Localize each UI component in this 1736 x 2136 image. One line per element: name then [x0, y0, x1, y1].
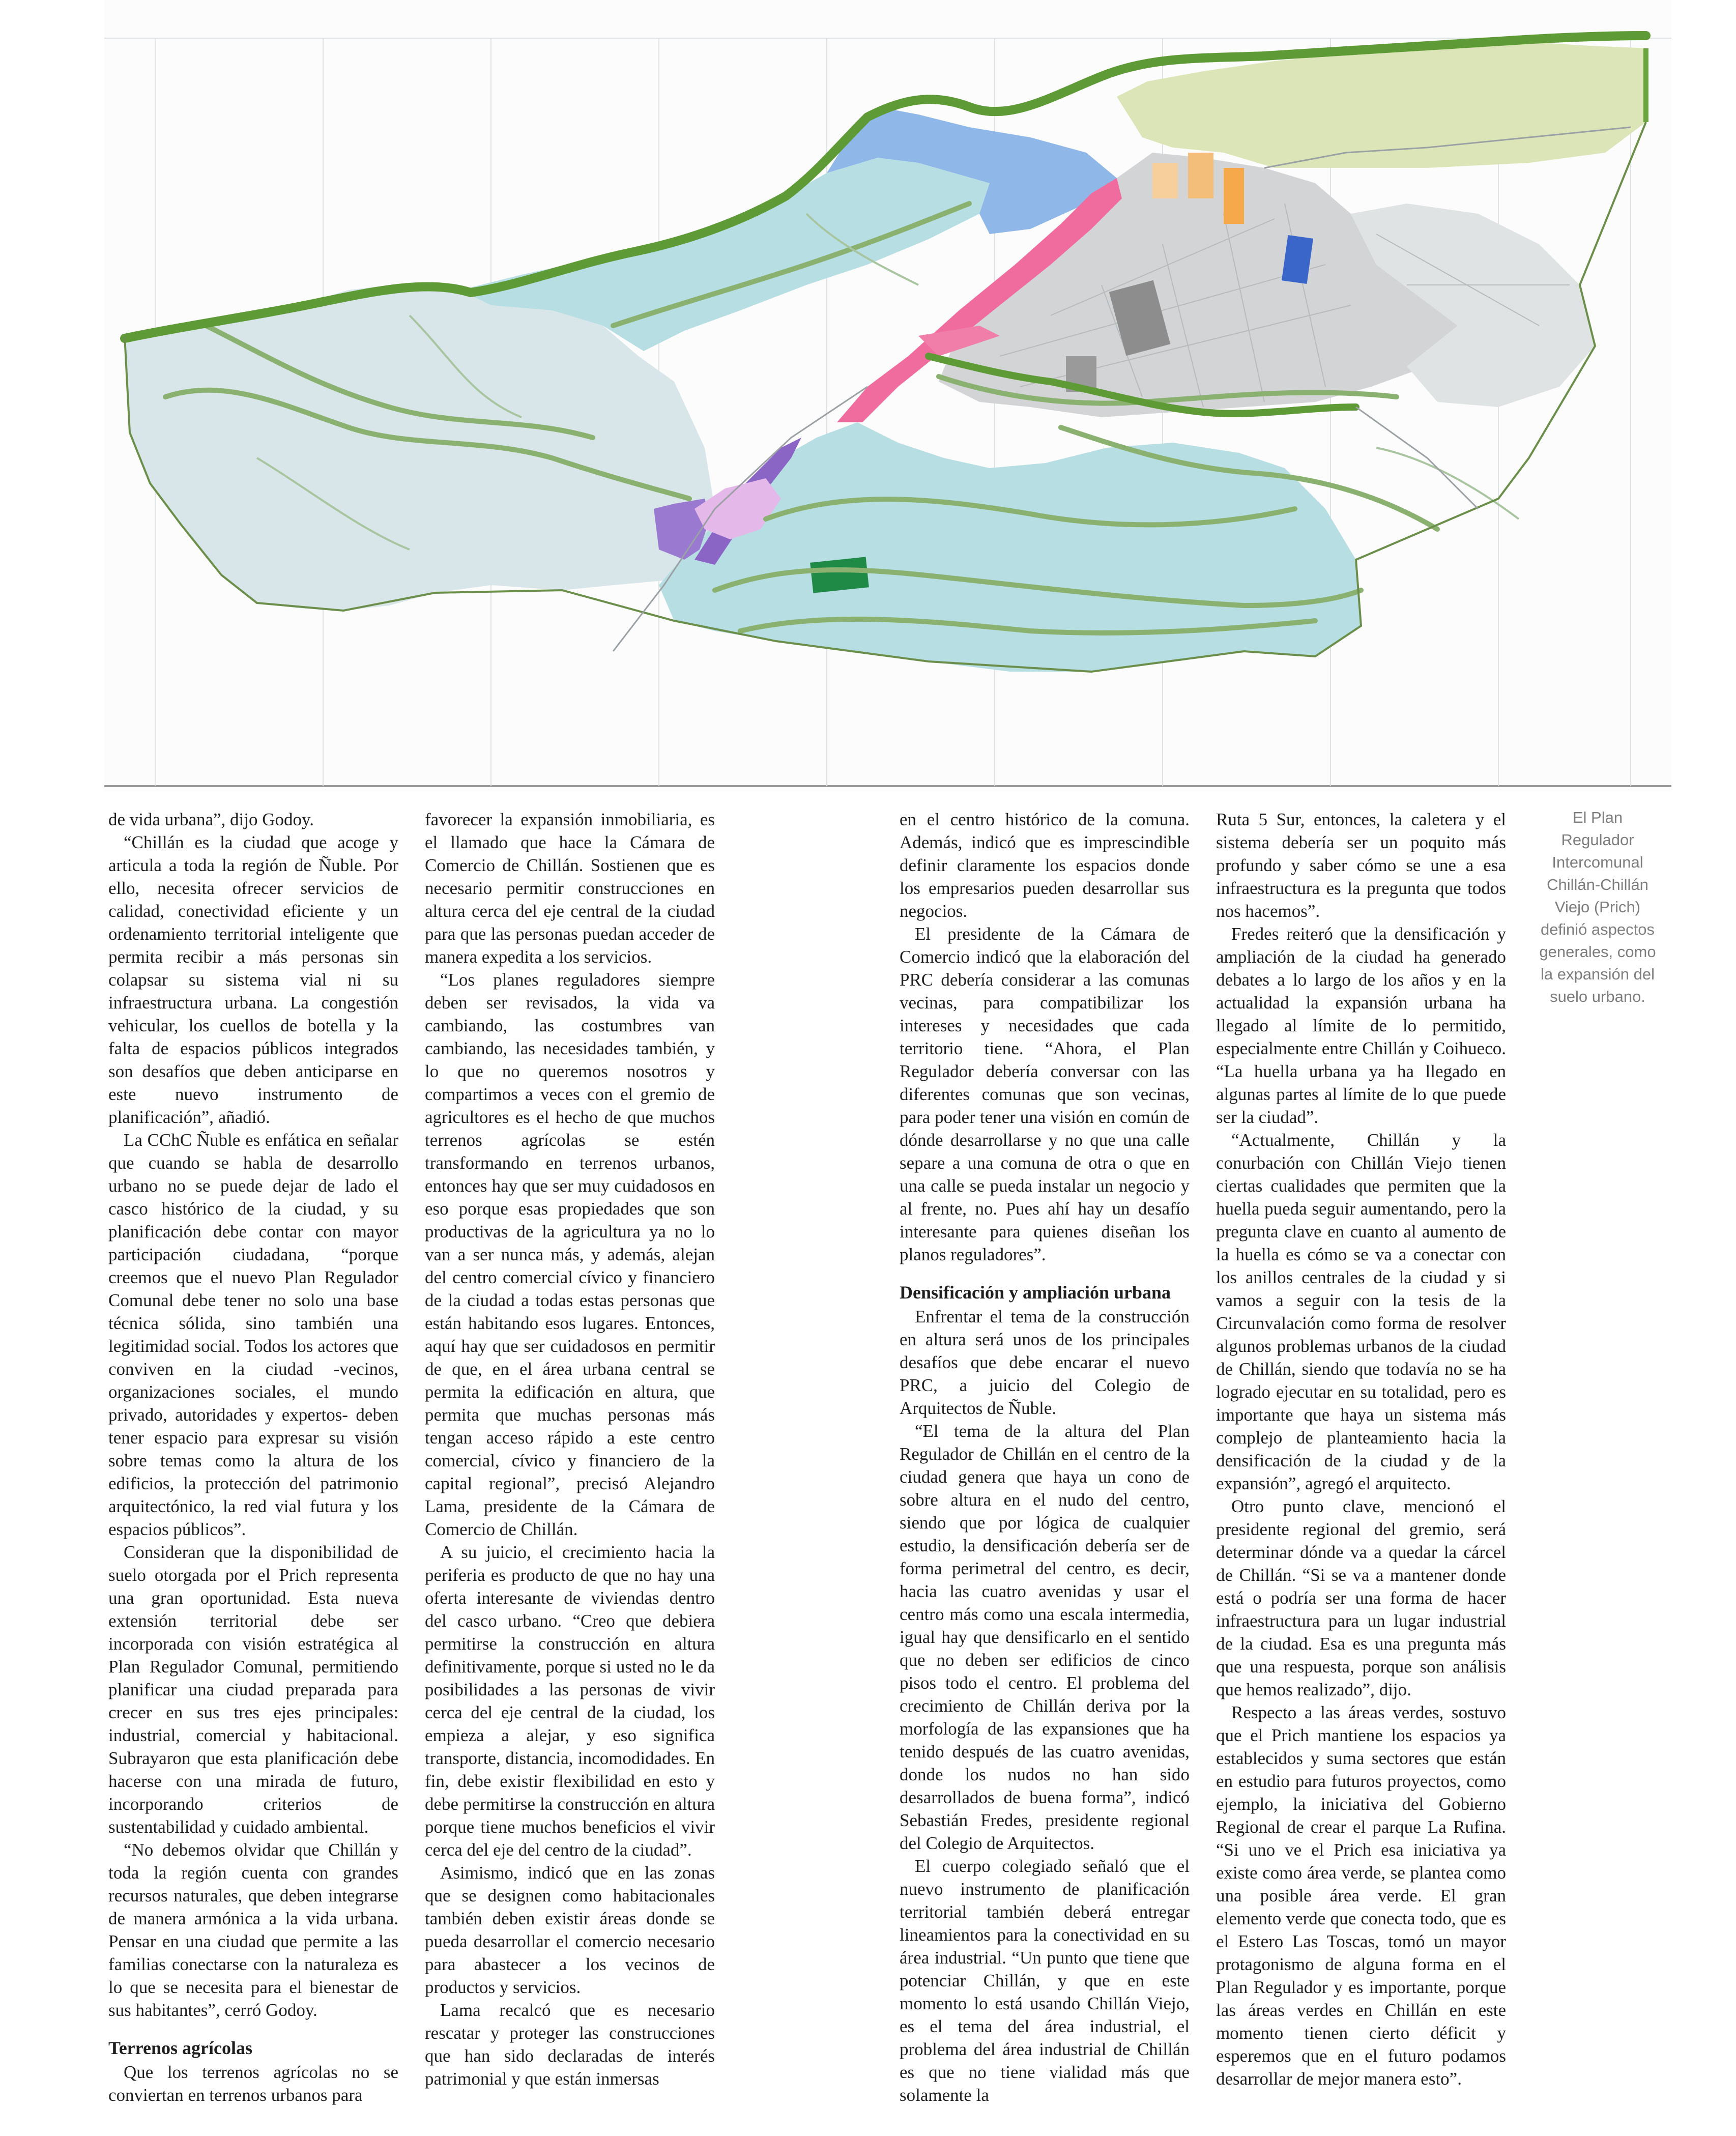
paragraph: Respecto a las áreas verdes, sostuvo que el Prich mantiene los espacios ya establecidos y suma sectores que están en estudio para futuros proyectos, como ejemplo, la iniciativa del Gobierno Regional de crear el parque La Rufina. “Si uno ve el Prich esa iniciativa ya existe como área verde, se plantea como una posible área verde. El gran elemento verde que conecta todo, que es el Estero Las Toscas, tomó un mayor protagonismo de alguna forma en el Plan Regulador y es importante, porque las áreas verdes en Chillán en este momento tienen cierto déficit y esperemos que en el futuro podamos desarrollar de mejor manera esto”.	[1216, 1702, 1506, 2089]
subheading: Terrenos agrícolas	[108, 2038, 252, 2058]
park-la-rufina	[810, 557, 869, 593]
caption-line: El Plan	[1572, 809, 1623, 826]
orange-zone-1	[1188, 153, 1213, 198]
paragraph: Asimismo, indicó que en las zonas que se designen como habitacionales también deben existir áreas donde se pueda desarrollar el comercio necesario para abastecer a los vecinos de productos y servicios.	[425, 1863, 715, 1997]
orange-zone-3	[1152, 163, 1178, 198]
paragraph: A su juicio, el crecimiento hacia la periferia es producto de que no hay una oferta interesante de viviendas dentro del casco urbano. “Creo que debiera permitirse la construcción en altura definitivamente, porque si usted no le da posibilidades a las personas de vivir cerca del eje central de la ciudad, los empieza a alejar, y eso significa transporte, distancia, incomodidades. En fin, debe existir flexibilidad en esto y debe permitirse la construcción en altura porque tiene muchos beneficios el vivir cerca del eje del centro de la ciudad”.	[425, 1542, 715, 1860]
article-column-3	[900, 808, 1190, 2106]
paragraph: Otro punto clave, mencionó el presidente regional del gremio, será determinar dónde va a quedar la cárcel de Chillán. “Si se va a mantener donde está o podría ser una forma de hacer infraestructura para un lugar industrial de la ciudad. Esa es una pregunta más que una respuesta, porque son análisis que hemos realizado”, dijo.	[1216, 1496, 1506, 1699]
caption-line: suelo urbano.	[1550, 988, 1645, 1005]
paragraph: Fredes reiteró que la densificación y ampliación de la ciudad ha generado debates a lo largo de los años y en la actualidad la expansión urbana ha llegado al límite de lo permitido, especialmente entre Chillán y Coihueco. “La huella urbana ya ha llegado en algunas partes al límite de lo que puede ser la ciudad”.	[1216, 924, 1506, 1127]
caption-line: Intercomunal	[1552, 853, 1643, 871]
paragraph: El presidente de la Cámara de Comercio indicó que la elaboración del PRC debería considerar a las comunas vecinas, para compatibilizar los intereses y necesidades que cada territorio tiene. “Ahora, el Plan Regulador debería conversar con las diferentes comunas que son vecinas, para poder tener una visión en común de dónde desarrollarse y no que una calle separe a una comuna de otra o que en una calle se pueda instalar un negocio y al frente, no. Pues ahí hay un desafío interesante para quienes diseñan los planos reguladores”.	[900, 924, 1190, 1264]
caption-line: generales, como	[1539, 943, 1656, 961]
paragraph: Consideran que la disponibilidad de suelo otorgada por el Prich representa una gran oportunidad. Esta nueva extensión territorial debe ser incorporada con visión estratégica al Plan Regulador Comunal, permitiendo planificar una ciudad preparada para crecer en sus tres ejes principales: industrial, comercial y habitacional. Subrayaron que esta planificación debe hacerse con una mirada de futuro, incorporando criterios de sustentabilidad y cuidado ambiental.	[108, 1542, 398, 1837]
paragraph: Enfrentar el tema de la construcción en altura será unos de los principales desafíos que debe encarar el nuevo PRC, a juicio del Colegio de Arquitectos de Ñuble.	[900, 1307, 1190, 1418]
paragraph: “No debemos olvidar que Chillán y toda la región cuenta con grandes recursos naturales, que deben integrarse de manera armónica a la vida urbana. Pensar en una ciudad que permite a las familias conectarse con la naturaleza es lo que se necesita para el bienestar de sus habitantes”, cerró Godoy.	[108, 1840, 398, 2020]
paragraph: “Actualmente, Chillán y la conurbación con Chillán Viejo tienen ciertas cualidades que permiten que la huella pueda seguir aumentando, pero la pregunta clave en cuanto al aumento de la huella es cómo se va a conectar con los anillos centrales de la ciudad y si vamos a seguir con la tesis de la Circunvalación como forma de resolver algunos problemas urbanos de la ciudad de Chillán, siendo que todavía no se ha logrado ejecutar en su totalidad, pero es importante que haya un sistema más complejo de planteamiento hacia la densificación de la ciudad y de la expansión”, agregó el arquitecto.	[1216, 1130, 1506, 1493]
paragraph: El cuerpo colegiado señaló que el nuevo instrumento de planificación territorial también deberá entregar lineamientos para la conectividad en su área industrial. “Un punto que tiene que potenciar Chillán, y que en este momento lo está usando Chillán Viejo, es el tema del área industrial, el problema del área industrial de Chillán es que no tiene vialidad más que solamente la	[900, 1856, 1190, 2105]
caption-line: la expansión del	[1540, 965, 1655, 983]
caption-line: definió aspectos	[1540, 920, 1655, 938]
article-column-1	[108, 808, 398, 2106]
paragraph: favorecer la expansión inmobiliaria, es el llamado que hace la Cámara de Comercio de Chillán. Sostienen que es necesario permitir construcciones en altura cerca del eje central de la ciudad para que las personas puedan acceder de manera expedita a los servicios.	[425, 810, 715, 967]
caption-line: Viejo (Prich)	[1554, 898, 1641, 916]
paragraph: “Chillán es la ciudad que acoge y articula a toda la región de Ñuble. Por ello, necesita ofrecer servicios de calidad, conectividad eficiente y un ordenamiento territorial inteligente que permita recibir a más personas sin colapsar su sistema vial ni su infraestructura urbana. La congestión vehicular, los cuellos de botella y la falta de espacios públicos integrados son desafíos que deben anticiparse en este nuevo instrumento de planificación”, añadió.	[108, 832, 398, 1127]
paragraph: Que los terrenos agrícolas no se conviertan en terrenos urbanos para	[108, 2062, 398, 2105]
map-caption	[1526, 806, 1669, 1008]
prich-zoning-map	[104, 0, 1671, 791]
paragraph: La CChC Ñuble es enfática en señalar que cuando se habla de desarrollo urbano no se puede dejar de lado el casco histórico de la ciudad, y su planificación debe contar con mayor participación ciudadana, “porque creemos que el nuevo Plan Regulador Comunal debe tener no solo una base técnica sólida, sino también una legitimidad social. Todos los actores que conviven en la ciudad -vecinos, organizaciones sociales, el mundo privado, autoridades y expertos- deben tener espacio para expresar su visión sobre temas como la altura de los edificios, la protección del patrimonio arquitectónico, la red vial futura y los espacios públicos”.	[108, 1130, 398, 1539]
paragraph: Ruta 5 Sur, entonces, la caletera y el sistema debería ser un poquito más profundo y saber cómo se une a esa infraestructura es la pregunta que todos nos hacemos”.	[1216, 810, 1506, 921]
paragraph: en el centro histórico de la comuna. Además, indicó que es imprescindible definir claramente los espacios donde los empresarios pueden desarrollar sus negocios.	[900, 810, 1190, 921]
orange-zone-2	[1224, 168, 1244, 224]
paragraph: Lama recalcó que es necesario rescatar y proteger las construcciones que han sido declaradas de interés patrimonial y que están inmersas	[425, 2000, 715, 2089]
paragraph: “Los planes reguladores siempre deben ser revisados, la vida va cambiando, las costumbres van cambiando, las necesidades también, y lo que no queremos nosotros y compartimos a veces con el gremio de agricultores es el hecho de que muchos terrenos agrícolas se estén transformando en terrenos urbanos, entonces hay que ser muy cuidadosos en eso porque esas propiedades que son productivas de la agricultura ya no lo van a ser nunca más, y además, alejan del centro comercial cívico y financiero de la ciudad a todas estas personas que están habitando esos lugares. Entonces, aquí hay que ser cuidadosos en permitir de que, en el área urbana central se permita la edificación en altura, que permita que muchas personas más tengan acceso rápido a este centro comercial, cívico y financiero de la capital regional”, precisó Alejandro Lama, presidente de la Cámara de Comercio de Chillán.	[425, 970, 715, 1539]
caption-line: Regulador	[1561, 831, 1634, 849]
article-column-2	[425, 808, 715, 2090]
paragraph: de vida urbana”, dijo Godoy.	[108, 810, 314, 829]
paragraph: “El tema de la altura del Plan Regulador de Chillán en el centro de la ciudad genera que haya un cono de sobre altura en el nudo del centro, siendo que por lógica de cualquier estudio, la densificación debería ser de forma perimetral del centro, es decir, hacia las cuatro avenidas y usar el centro más como una escala intermedia, igual hay que densificarlo en el sentido que no deben ser edificios de cinco pisos todo el centro. El problema del crecimiento de Chillán deriva por la morfología de las expansiones que ha tenido después de las cuatro avenidas, donde los nudos no han sido desarrollados de buena forma”, indicó Sebastián Fredes, presidente regional del Colegio de Arquitectos.	[900, 1421, 1190, 1853]
caption-line: Chillán-Chillán	[1547, 876, 1648, 893]
subheading: Densificación y ampliación urbana	[900, 1282, 1171, 1303]
article-column-4	[1216, 808, 1506, 2090]
